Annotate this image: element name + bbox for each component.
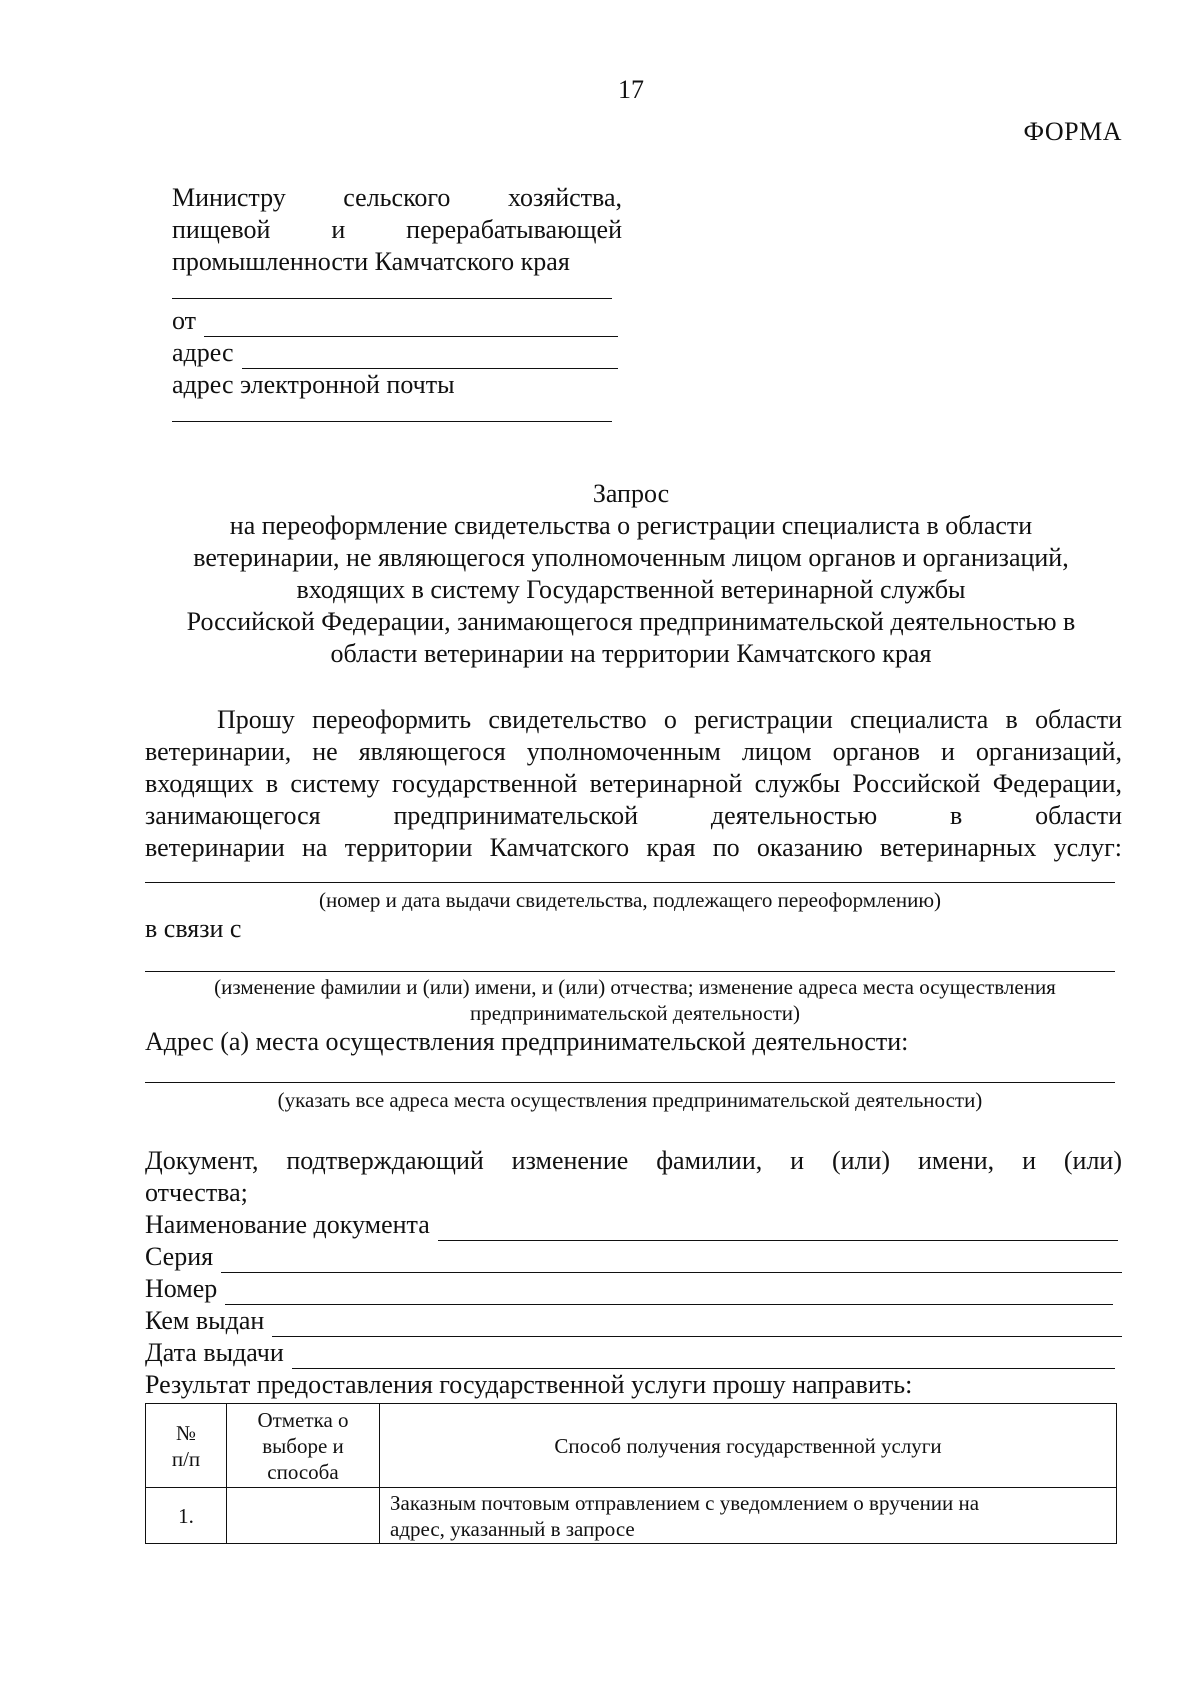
number-label: Номер [145, 1274, 218, 1303]
header-mark-line-3: способа [267, 1459, 339, 1484]
hint-certificate: (номер и дата выдачи свидетельства, подлежащего переоформлению) [318, 888, 942, 912]
addressee-line-3: промышленности Камчатского края [172, 247, 570, 276]
title-heading: Запрос [592, 479, 670, 508]
document-confirm-line-1: Документ, подтверждающий изменение фамилии, и (или) имени, и (или) [145, 1146, 1122, 1175]
header-method: Способ получения государственной услуги [380, 1404, 1117, 1488]
issue-date-row [145, 1337, 1115, 1369]
table-header-row [146, 1404, 1117, 1488]
request-paragraph-last-line: ветеринарии на территории Камчатского края по оказанию ветеринарных услуг: [145, 833, 1122, 862]
addressee-blank-line[interactable] [172, 298, 612, 299]
addressee-line-1: Министру сельского хозяйства, [172, 183, 622, 212]
document-name-field[interactable] [438, 1214, 1118, 1241]
header-number-line-1: № [175, 1420, 197, 1445]
table-row [146, 1488, 1117, 1544]
title-line-4: Российской Федерации, занимающегося предпринимательской деятельностью в [186, 607, 1076, 636]
header-mark-line-1: Отметка о [257, 1407, 349, 1432]
addressee-line-2: пищевой и перерабатывающей [172, 215, 622, 244]
series-field[interactable] [221, 1246, 1122, 1273]
in-connection-label: в связи с [145, 914, 242, 943]
header-number [146, 1404, 227, 1488]
document-name-label: Наименование документа [145, 1210, 430, 1239]
title-line-5: области ветеринарии на территории Камчатского края [330, 639, 932, 668]
header-mark-line-2: выборе и [262, 1433, 344, 1458]
issued-by-row [145, 1305, 1122, 1337]
issued-by-label: Кем выдан [145, 1306, 265, 1335]
request-title [140, 478, 1122, 670]
row-mark-cell[interactable] [227, 1488, 380, 1544]
number-field[interactable] [225, 1278, 1113, 1305]
title-line-3: входящих в систему Государственной ветеринарной службы [296, 575, 966, 604]
request-body [145, 704, 1122, 1544]
certificate-number-field[interactable] [145, 882, 1115, 883]
hint-activity-address: (указать все адреса места осуществления предпринимательской деятельности) [277, 1088, 983, 1112]
from-row [172, 305, 618, 337]
addressee-block [172, 182, 622, 422]
row-number: 1. [146, 1488, 227, 1544]
activity-address-label: Адрес (а) места осуществления предпринимательской деятельности: [145, 1027, 909, 1056]
header-number-line-2: п/п [171, 1446, 201, 1471]
row-method-line-1: Заказным почтовым отправлением с уведомлением о вручении на [390, 1490, 980, 1515]
email-field[interactable] [172, 421, 612, 422]
issued-by-field[interactable] [272, 1310, 1122, 1337]
title-line-2: ветеринарии, не являющегося уполномоченным лицом органов и организаций, [193, 543, 1069, 572]
page-number: 17 [618, 75, 644, 104]
header-mark [227, 1404, 380, 1488]
reason-field[interactable] [145, 971, 1115, 972]
series-label: Серия [145, 1242, 214, 1271]
email-label: адрес электронной почты [172, 370, 455, 399]
result-send-label: Результат предоставления государственной услуги прошу направить: [145, 1370, 913, 1399]
address-field[interactable] [242, 342, 619, 369]
activity-address-field[interactable] [145, 1082, 1115, 1083]
form-label: ФОРМА [1023, 117, 1122, 146]
hint-reason-line-1: (изменение фамилии и (или) имени, и (или) отчества; изменение адреса места осуществления [214, 975, 1056, 999]
from-label: от [172, 306, 197, 335]
result-method-table [145, 1403, 1117, 1544]
issue-date-label: Дата выдачи [145, 1338, 284, 1367]
title-line-1: на переоформление свидетельства о регистрации специалиста в области [229, 511, 1033, 540]
series-row [145, 1241, 1122, 1273]
row-method-line-2: адрес, указанный в запросе [390, 1516, 635, 1541]
row-method [380, 1488, 1117, 1544]
address-label: адрес [172, 338, 234, 367]
issue-date-field[interactable] [292, 1342, 1115, 1369]
from-field[interactable] [204, 310, 618, 337]
hint-reason-line-2: предпринимательской деятельности) [469, 1001, 801, 1025]
document-name-row [145, 1209, 1118, 1241]
request-paragraph: Прошу переоформить свидетельство о регистрации специалиста в области ветеринарии, не являющегося уполномоченным лицом органов и организаций, входящих в систему государственной ветеринарной службы Российской Федерации, занимающегося предпринимательской деятельностью в области [145, 705, 1122, 830]
address-row [172, 337, 618, 369]
number-row [145, 1273, 1113, 1305]
document-confirm-line-2: отчества; [145, 1178, 248, 1207]
